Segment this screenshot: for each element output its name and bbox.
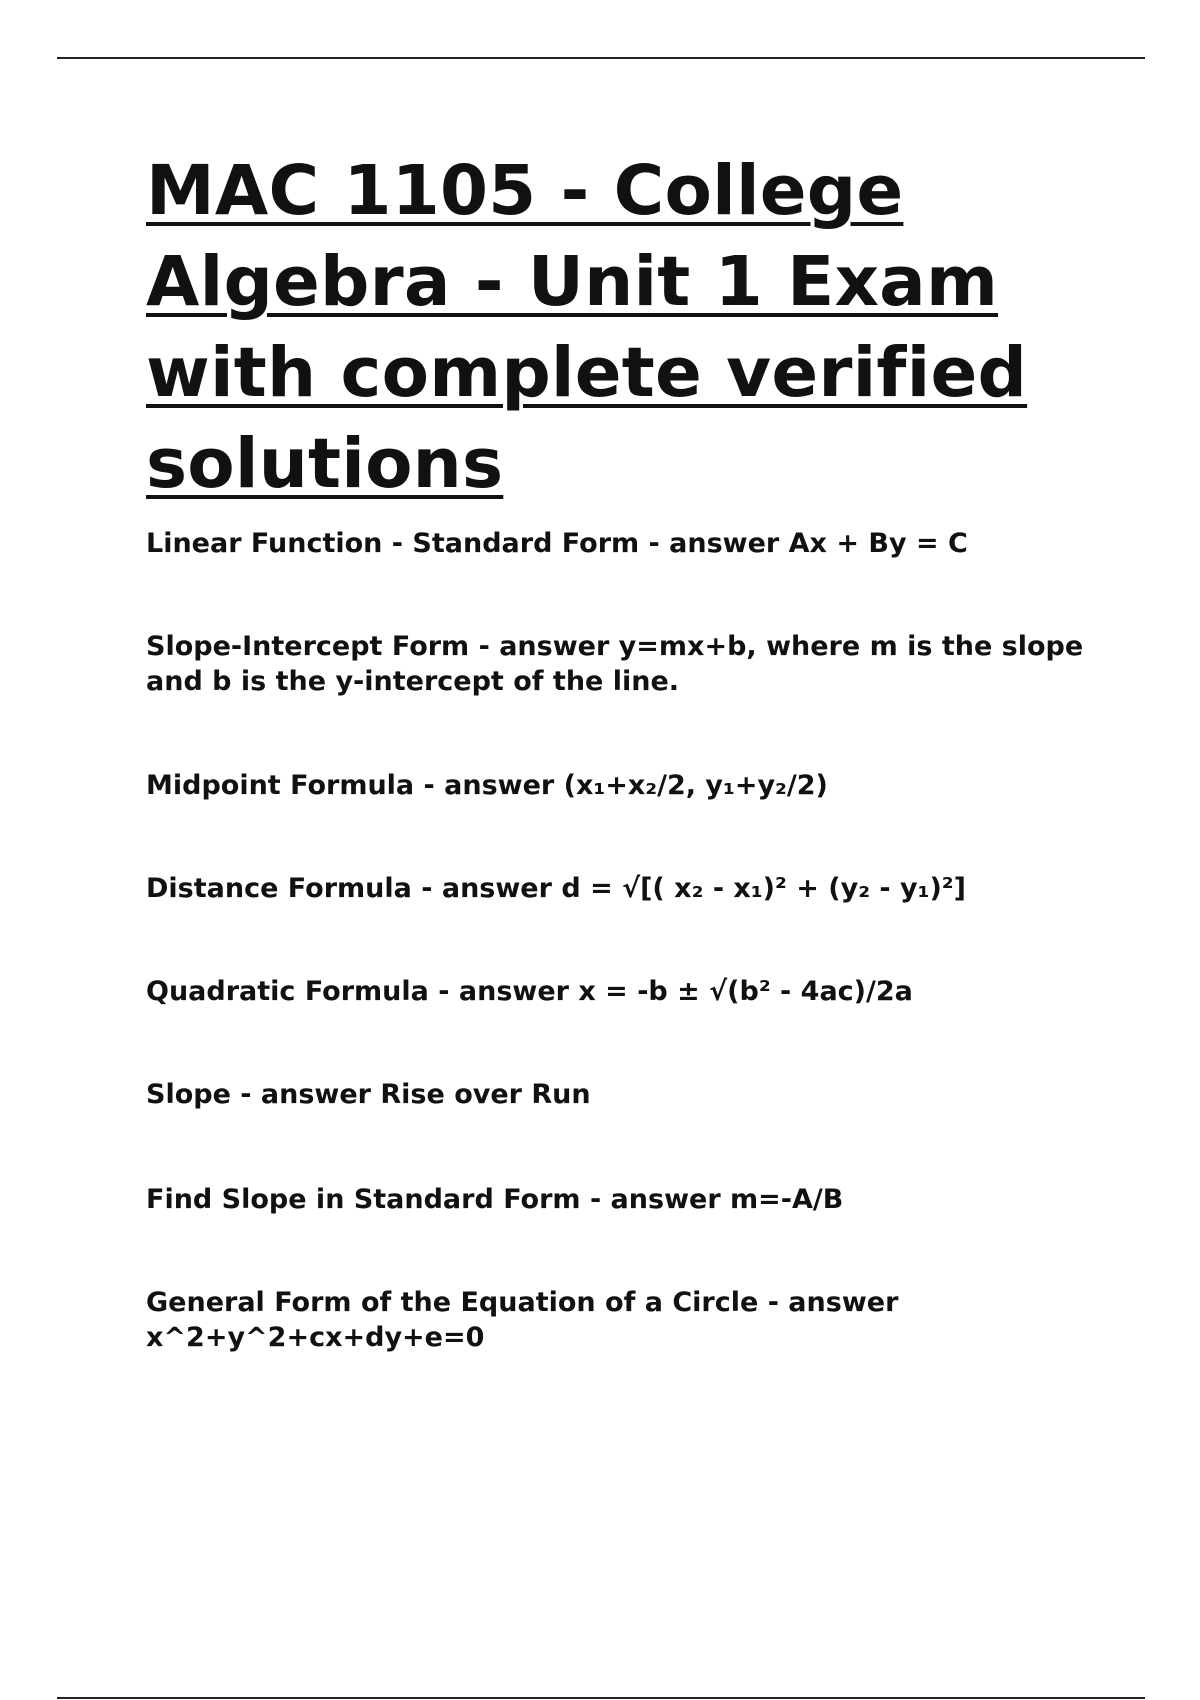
document-title: MAC 1105 - College Algebra - Unit 1 Exam with complete verified solutions	[146, 151, 1028, 504]
qa-item-quadratic-formula: Quadratic Formula - answer x = -b ± √(b² - 4ac)/2a	[146, 976, 913, 1007]
qa-item-linear-standard-form: Linear Function - Standard Form - answer Ax + By = C	[146, 528, 968, 559]
top-divider	[57, 57, 1145, 59]
qa-item-slope: Slope - answer Rise over Run	[146, 1079, 591, 1110]
qa-item-slope-standard-form: Find Slope in Standard Form - answer m=-A/B	[146, 1184, 844, 1215]
qa-item-midpoint-formula: Midpoint Formula - answer (x₁+x₂/2, y₁+y₂/2)	[146, 770, 828, 801]
document-body	[146, 146, 1086, 510]
qa-item-distance-formula: Distance Formula - answer d = √[( x₂ - x₁)² + (y₂ - y₁)²]	[146, 873, 966, 904]
bottom-divider	[57, 1697, 1145, 1699]
qa-item-slope-intercept-form: Slope-Intercept Form - answer y=mx+b, where m is the slope and b is the y-intercept of the line.	[146, 631, 1084, 697]
qa-item-circle-general-form: General Form of the Equation of a Circle - answer x^2+y^2+cx+dy+e=0	[146, 1287, 899, 1353]
